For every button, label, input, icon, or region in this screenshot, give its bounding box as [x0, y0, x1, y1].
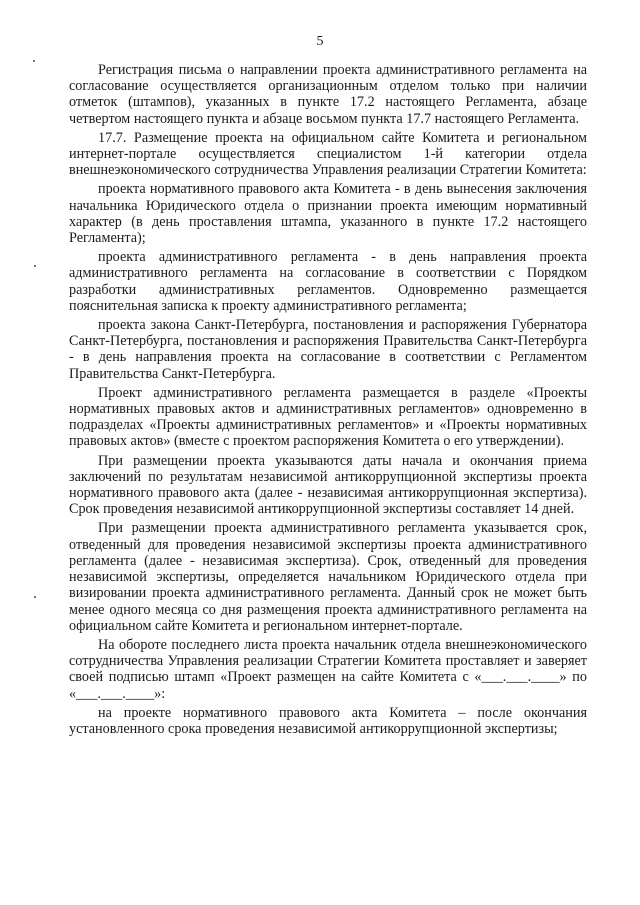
paragraph: на проекте нормативного правового акта Комитета – после окончания установленного срока проведения независимой антикоррупционной экспертизы;: [69, 704, 587, 737]
paragraph: Проект административного регламента размещается в разделе «Проекты нормативных правовых актов и административных регламентов» одновременно в подразделах «Проекты административных регламентов» и «Проекты нормативных правовых актов» (вместе с проектом распоряжения Комитета о его утверждении).: [69, 384, 587, 450]
scan-speck: [34, 596, 36, 598]
paragraph: На обороте последнего листа проекта начальник отдела внешнеэкономического сотрудничества Управления реализации Стратегии Комитета проставляет и заверяет своей подписью штамп «Проект размещен на сайте Комитета с «___.___.____» по «___.___.____»:: [69, 636, 587, 702]
paragraph: Регистрация письма о направлении проекта административного регламента на согласование осуществляется организационным отделом только при наличии отметок (штампов), указанных в пункте 17.2 настоящего Регламента, абзаце четвертом настоящего пункта и абзаце восьмом пункта 17.7 настоящего Регламента.: [69, 62, 587, 127]
document-body: [69, 62, 587, 740]
scan-speck: [34, 265, 36, 267]
paragraph: проекта административного регламента - в день направления проекта административного регламента на согласование в соответствии с Порядком разработки административных регламентов. Одновременно размещается пояснительная записка к проекту административного регламента;: [69, 249, 587, 314]
paragraph: проекта нормативного правового акта Комитета - в день вынесения заключения начальника Юридического отдела о признании проекта имеющим нормативный характер (в день проставления штампа, указанного в пункте 17.2 настоящего Регламента);: [69, 181, 587, 247]
section-17-7-paragraph: 17.7. Размещение проекта на официальном сайте Комитета и региональном интернет-портале осуществляется специалистом 1-й категории отдела внешнеэкономического сотрудничества Управления реализации Стратегии Комитета:: [69, 129, 587, 179]
paragraph: При размещении проекта административного регламента указывается срок, отведенный для проведения независимой экспертизы проекта административного регламента (далее - независимая экспертиза). Срок, отведенный для проведения независимой экспертизы, определяется начальником Юридического отдела при визировании проекта административного регламента. Данный срок не может быть менее одного месяца со дня размещения проекта административного регламента на официальном сайте Комитета и региональном интернет-портале.: [69, 520, 587, 634]
scan-speck: [33, 60, 35, 62]
page-number: 5: [316, 34, 324, 49]
paragraph: При размещении проекта указываются даты начала и окончания приема заключений по результатам независимой антикоррупционной экспертизы проекта нормативного правового акта (далее - независимая антикоррупционная экспертиза). Срок проведения независимой антикоррупционной экспертизы составляет 14 дней.: [69, 452, 587, 518]
paragraph: проекта закона Санкт-Петербурга, постановления и распоряжения Губернатора Санкт-Петербурга, постановления и распоряжения Правительства Санкт-Петербурга - в день направления проекта на согласование в соответствии с Регламентом Правительства Санкт-Петербурга.: [69, 317, 587, 382]
